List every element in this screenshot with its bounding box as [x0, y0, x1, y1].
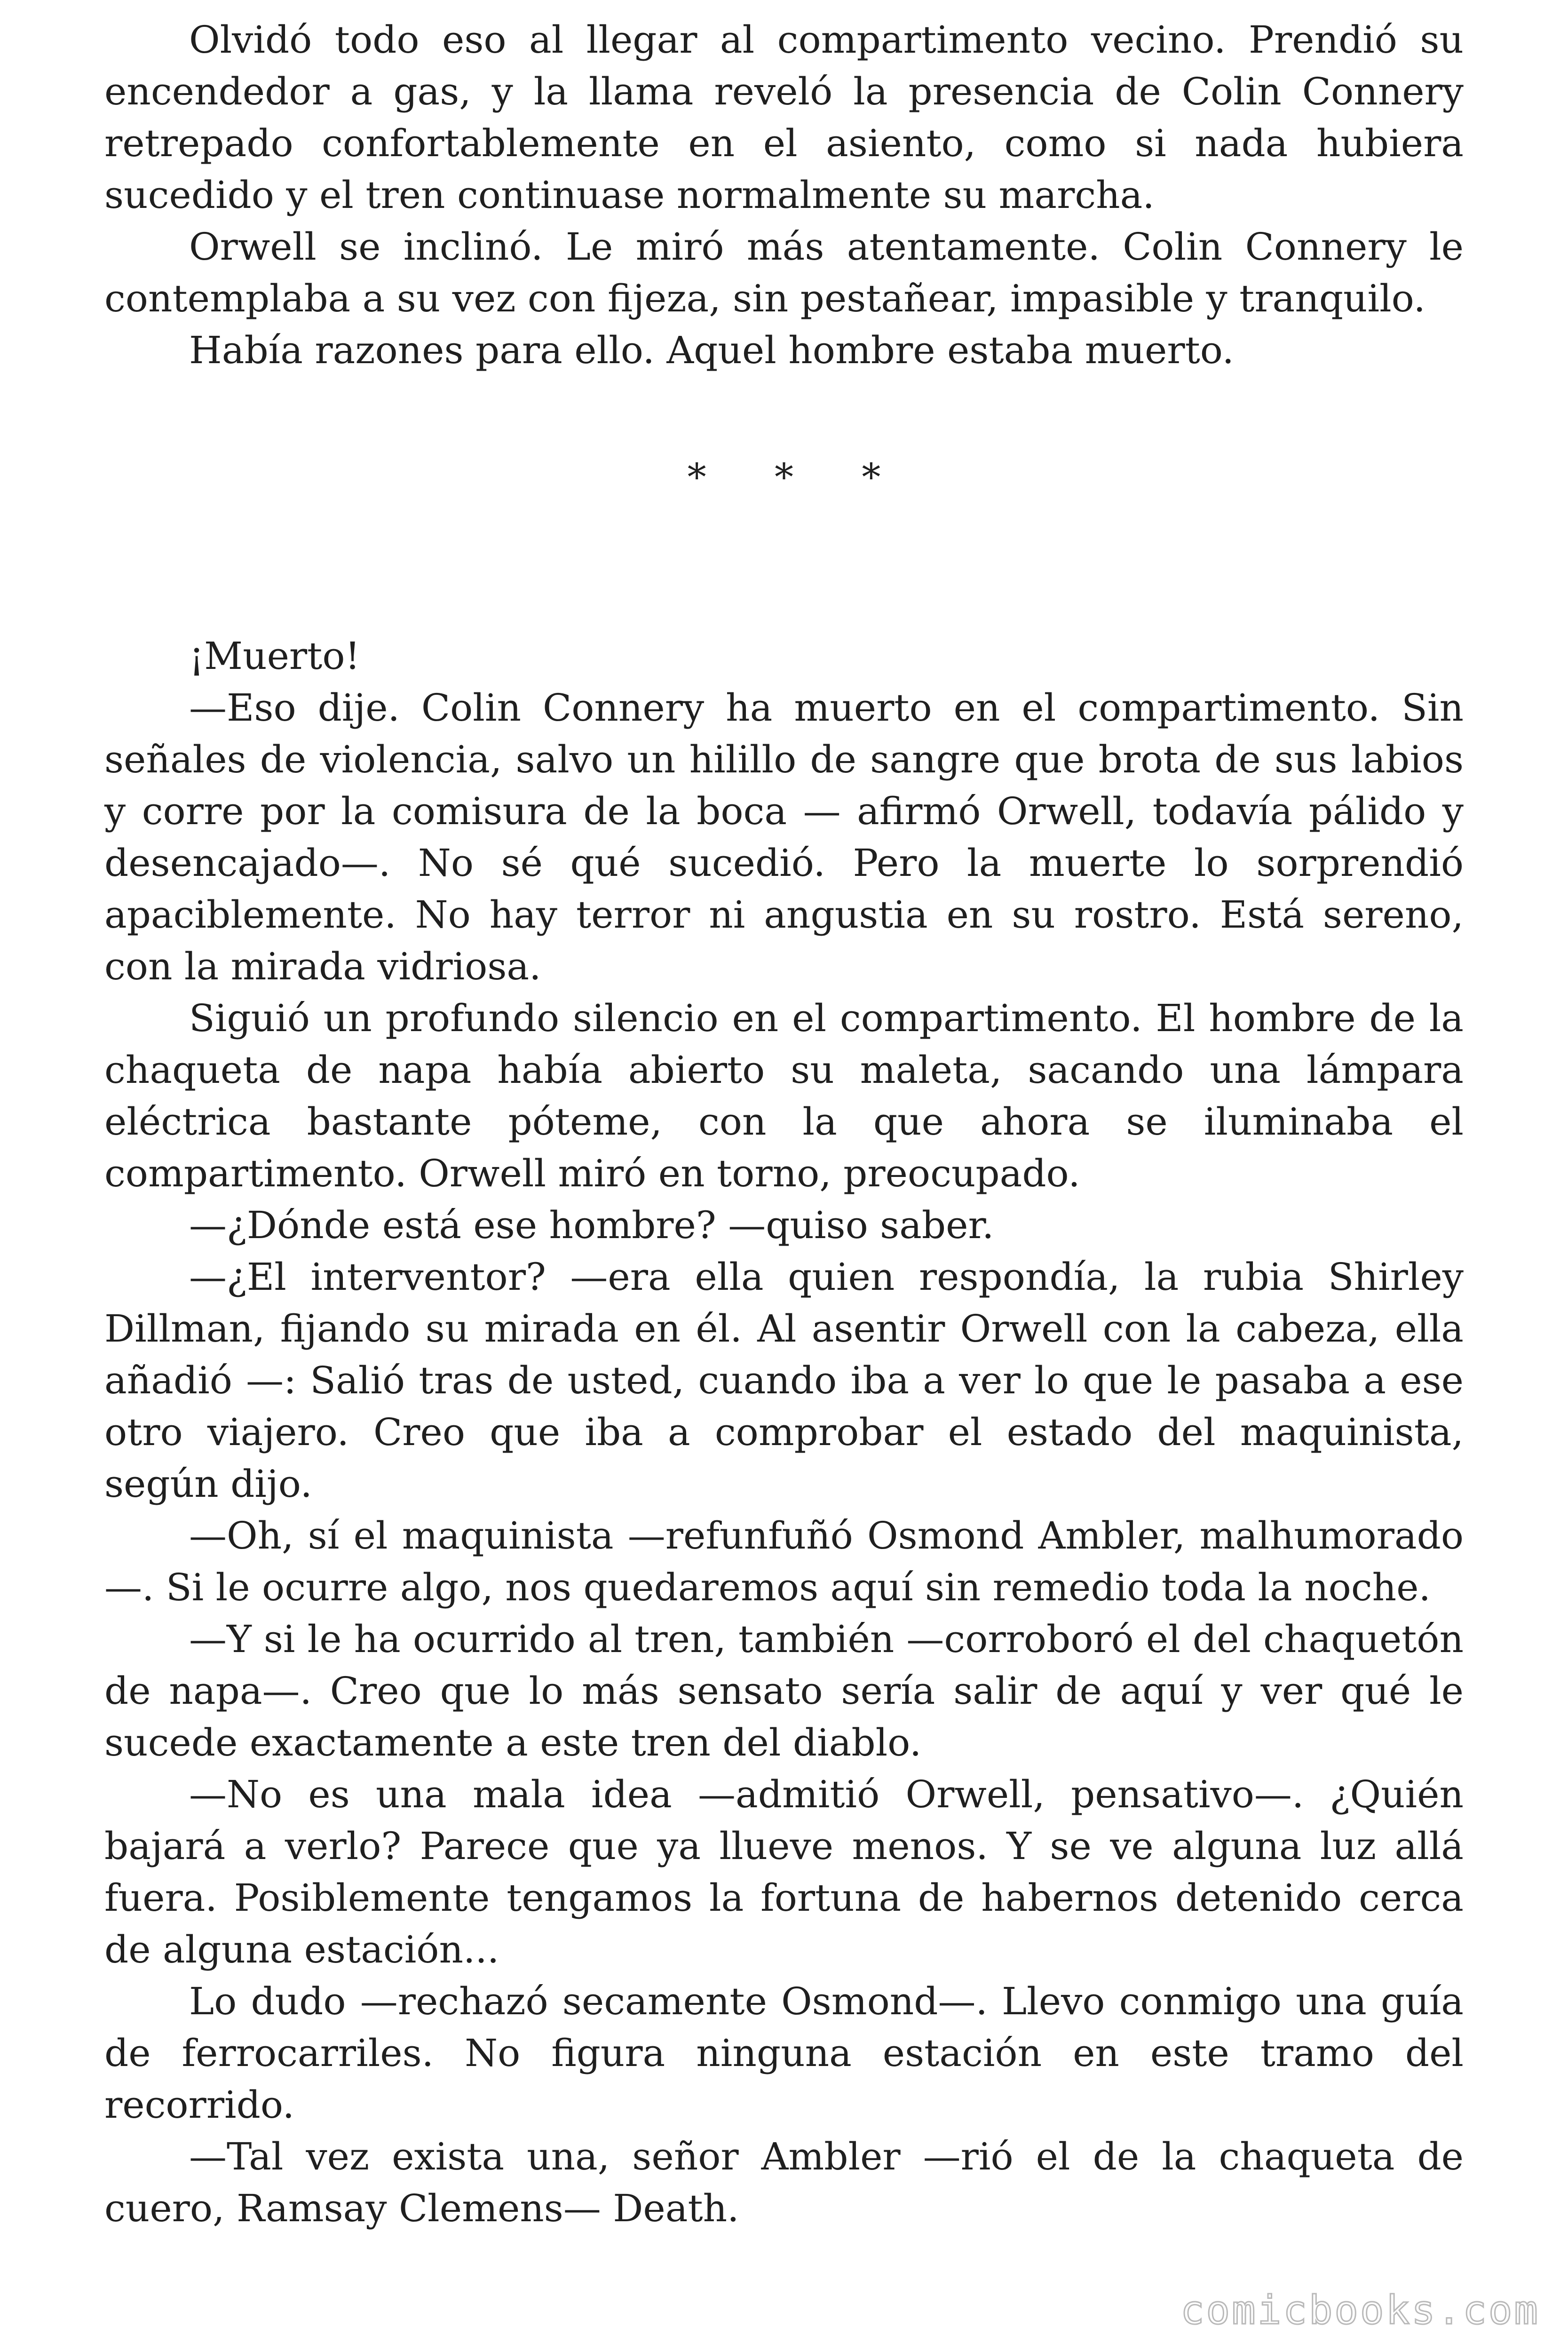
watermark: comicbooks.com — [1180, 2287, 1540, 2333]
paragraph: Siguió un profundo silencio en el compartimento. El hombre de la chaqueta de napa había abierto su maleta, sacando una lámpara eléctrica bastante póteme, con la que ahora se iluminaba el compartimento. Orwell miró en torno, preocupado. — [104, 996, 1464, 1195]
section-separator: * * * — [687, 455, 909, 499]
paragraph: Lo dudo —rechazó secamente Osmond—. Llevo conmigo una guía de ferrocarriles. No figura ninguna estación en este tramo del recorrido. — [104, 1979, 1464, 2127]
paragraph: Orwell se inclinó. Le miró más atentamente. Colin Connery le contemplaba a su vez con fijeza, sin pestañear, impasible y tranquilo. — [104, 225, 1464, 320]
paragraph: —No es una mala idea —admitió Orwell, pensativo—. ¿Quién bajará a verlo? Parece que ya llueve menos. Y se ve alguna luz allá fuera. Posiblemente tengamos la fortuna de habernos detenido cerca de alguna estación... — [104, 1772, 1464, 1971]
book-page — [104, 14, 1464, 2234]
paragraph: —¿Dónde está ese hombre? —quiso saber. — [189, 1203, 994, 1247]
paragraph: —Oh, sí el maquinista —refunfuñó Osmond Ambler, malhumorado—. Si le ocurre algo, nos quedaremos aquí sin remedio toda la noche. — [104, 1514, 1464, 1609]
paragraph: —¿El interventor? —era ella quien respondía, la rubia Shirley Dillman, fijando su mirada en él. Al asentir Orwell con la cabeza, ella añadió —: Salió tras de usted, cuando iba a ver lo que le pasaba a ese otro viajero. Creo que iba a comprobar el estado del maquinista, según dijo. — [104, 1255, 1464, 1506]
paragraph: Había razones para ello. Aquel hombre estaba muerto. — [189, 328, 1234, 372]
paragraph: Olvidó todo eso al llegar al compartimento vecino. Prendió su encendedor a gas, y la llama reveló la presencia de Colin Connery retrepado confortablemente en el asiento, como si nada hubiera sucedido y el tren continuase normalmente su marcha. — [104, 18, 1464, 217]
paragraph: —Y si le ha ocurrido al tren, también —corroboró el del chaquetón de napa—. Creo que lo más sensato sería salir de aquí y ver qué le sucede exactamente a este tren del diablo. — [104, 1617, 1464, 1764]
paragraph: —Tal vez exista una, señor Ambler —rió el de la chaqueta de cuero, Ramsay Clemens— Death. — [104, 2135, 1464, 2230]
paragraph: ¡Muerto! — [189, 634, 360, 678]
paragraph: —Eso dije. Colin Connery ha muerto en el compartimento. Sin señales de violencia, salvo un hilillo de sangre que brota de sus labios y corre por la comisura de la boca — afirmó Orwell, todavía pálido y desencajado—. No sé qué sucedió. Pero la muerte lo sorprendió apaciblemente. No hay terror ni angustia en su rostro. Está sereno, con la mirada vidriosa. — [104, 686, 1464, 988]
